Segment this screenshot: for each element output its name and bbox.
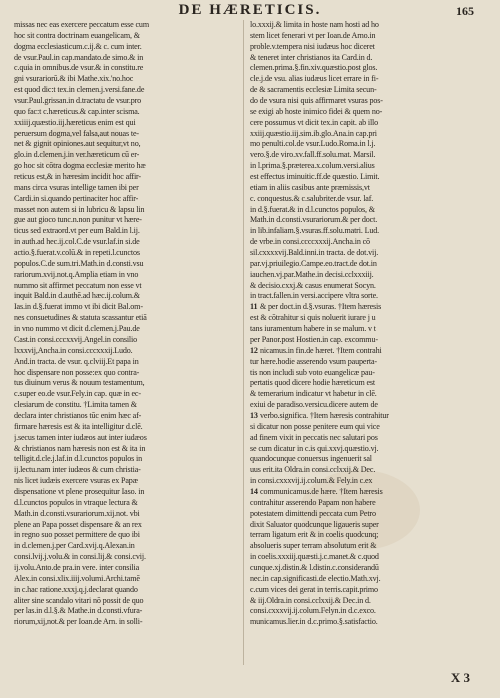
- running-head: [0, 2, 500, 20]
- text-line: in c.hac ratione.xxxj.q.j.declarat quando: [14, 584, 138, 594]
- left-column: [14, 20, 243, 628]
- text-line: tur hære.hodie asserendo vsum pauperta-: [250, 356, 377, 366]
- text-line: de & sacramentis ecclesiæ Limita secun-: [250, 85, 377, 95]
- text-line: xxiiij.quæstio.iij.hæreticus enim est qui: [14, 117, 136, 127]
- text-line: de vsur.Paul.in cap.mandato.de simo.& in: [14, 52, 144, 62]
- text-line: iauchen.vj.par.Mathe.in decisi.cclxxxiij.: [250, 269, 374, 279]
- text-line: in auth.ad hec.ij.col.C.de vsur.laf.in si.de: [14, 237, 140, 247]
- text-line: consi.lvij.j.volu.& in consi.lij.& consi.cvij.: [14, 552, 146, 562]
- noted-line: [250, 487, 486, 498]
- text-line: dispensatione vt plene prosequitur Iaso. in: [14, 486, 145, 496]
- text-line: mo penulti.col.de vsur.Ludo.Roma.in l.j.: [250, 139, 376, 149]
- text-line: tus diuinum verus & nouum testamentum,: [14, 378, 145, 388]
- text-line: gue aut gioco tunc.n.non punitur vt hære-: [14, 215, 142, 225]
- text-line: est quod dic:t tex.in clemen.j.versi.fane.de: [14, 85, 145, 95]
- text-line: missas nec eas exercere peccatum esse cum: [14, 20, 149, 29]
- text-line: in tract.fallen.in versi.accipere vltra sorte.: [250, 291, 378, 301]
- text-line: ij.volu.Anto.de pra.in vere. inter consilia: [14, 562, 140, 572]
- text-line: Cast.in consi.cccxxvij.Angel.in consilio: [14, 334, 138, 344]
- text-line: municamus.lier.in d.c.primo.§.satisfactio.: [250, 617, 378, 627]
- text-line: Math.in d.consti.vsurariorum.& per doct.: [250, 215, 378, 225]
- text-line: cunque.xj.distin.& l.distin.c.considerandū: [250, 562, 379, 572]
- text-line: potestatem dimittendi peccata cum Petro: [250, 508, 376, 518]
- text-line: populos.C.de sum.tri.Math.in d.consti.vsu: [14, 258, 144, 268]
- text-line: & iij.Oldra.in consi.cclxxij.& Dec.in d.: [250, 595, 371, 605]
- text-line: riorum,xij,not.& per Ioan.de Arn. in solli-: [14, 617, 143, 627]
- text-line: verbo.significa. †Item hæresis contrahitur: [260, 410, 389, 420]
- text-line: telligit.d.cle.j.laf.in d.l.cunctos populos in: [14, 454, 142, 464]
- text-line: tans iuramentum habere in se malum. v t: [250, 324, 376, 334]
- text-line: in lib.infaliam.§.vsuras.ff.solu.matri. Lud.: [250, 226, 380, 236]
- text-line: se cum dicatur in c.is qui.xxvj.quæstio.vj.: [250, 443, 379, 453]
- text-line: in d.clemen.j.per Card.xvij.q.Alexan.in: [14, 541, 135, 551]
- text-line: go hoc sit cōtra dogma ecclesiæ merito hæ: [14, 161, 146, 171]
- text-line: stem licet fenerari vt per Ioan.de Arno.in: [250, 30, 376, 40]
- text-line: de vrbe.in consi.ccccxxxij.Ancha.in cō: [250, 237, 370, 247]
- text-line: And.in tracta. de vsur. q.clviij.Et papa in: [14, 356, 139, 366]
- text-line: est & cōtrahitur si quis noluerit iurare j u: [250, 313, 376, 323]
- margin-note-number: 13: [250, 410, 258, 420]
- text-line: in consi.cxxxvij.ij.colum.& Fely.in c.ex: [250, 476, 373, 486]
- text-line: c. conquestus.& c.salubriter.de vsur. laf.: [250, 193, 374, 203]
- text-line: si dicatur non posse penitere eum qui vice: [250, 421, 380, 431]
- text-line: ij.lectu.nam inter iudæos & cum christia-: [14, 465, 141, 475]
- text-line: lo.xxxij.& limita in hoste nam hosti ad ho: [250, 20, 379, 29]
- text-line: in regno suo posset permittere de quo ibi: [14, 530, 140, 540]
- catchword-signature: X 3: [450, 670, 470, 685]
- noted-line: [250, 346, 486, 357]
- text-line: etiam in aliis casibus ante præmissis,vt: [250, 182, 370, 192]
- noted-line: [250, 411, 486, 422]
- text-line: & per doct.in d.§.vsuras. †Item hæresis: [260, 302, 382, 312]
- text-line: ticus sed extraord.vt per eum Bald.in l.ij.: [14, 226, 140, 236]
- text-line: consi.cxxxvij.ij.colum.Felyn.in d.c.exco.: [250, 606, 376, 616]
- text-line: vsur.Paul.grissan.in d.tractatu de vsur.pro: [14, 96, 142, 106]
- text-line: net & gignit opiniones.aut sequitur,vt no,: [14, 139, 141, 149]
- text-line: nicamus.in fin.de hæret. †Item contrahi: [260, 345, 382, 355]
- text-line: ad finem vixit in peccatis nec salutari pos: [250, 432, 378, 442]
- text-line: rariorum.xvij.not.q.Amplia etiam in vno: [14, 269, 139, 279]
- noted-line: [250, 302, 486, 313]
- right-column: [250, 20, 486, 628]
- running-title: DE HÆRETICIS.: [178, 2, 322, 18]
- text-line: tis non includi sub voto euangelicæ pau-: [250, 367, 375, 377]
- text-line: masset non autem si in lubricu & lapsu lin: [14, 204, 145, 214]
- text-line: contrahitur asserendo Papam non habere: [250, 497, 376, 507]
- text-line: uus erit.ita Oldra.in consi.cclxxij.& Dec.: [250, 465, 376, 475]
- text-line: quo fac:t c.hæreticus.& cap.inter scisma.: [14, 106, 140, 116]
- text-line: est effectus iminuitic.ff.de quæstio. Limit.: [250, 172, 380, 182]
- column-gutter: [243, 20, 244, 665]
- text-line: terram ligatum erit & in coelis quodcunq;: [250, 530, 379, 540]
- text-line: hoc sit contra doctrinam euangelicam, &: [14, 30, 140, 40]
- text-line: Cardi.in si.quando pertinaciter hoc affir-: [14, 193, 139, 203]
- text-line: firmare hæresis est & ita intelligitur d.clē.: [14, 421, 143, 431]
- text-line: & christianos nam hæresis non est & ita in: [14, 443, 146, 453]
- text-line: reticus est,& in hæresim incidit hoc affir-: [14, 172, 141, 182]
- text-line: do de vsura nisi quis affirmaret vsuras pos-: [250, 96, 383, 106]
- text-line: nes consuetudines & statuta scassantur etiā: [14, 313, 147, 323]
- text-line: par.vj.priuilegio.Campe.eo.tract.de dot.in: [250, 258, 377, 268]
- text-line: pertatis quod dicere hodie hæreticum est: [250, 378, 376, 388]
- text-line: se exigi ab hoste inimico fidei & quem no-: [250, 106, 383, 116]
- text-line: in l.prima.§.præterea.x.colum.versi.alius: [250, 161, 375, 171]
- margin-note-number: 11: [250, 302, 258, 312]
- text-line: vero.§.de viro.xv.fall.ff.solu.mat. Marsil.: [250, 150, 376, 160]
- text-line: xxiij.quæstio.iij.sim.ib.glo.Ana.in cap.pri: [250, 128, 377, 138]
- text-line: aliter sine scandalo vitari nō possit de quo: [14, 595, 144, 605]
- text-line: in vno nummo vt dicit d.clemen.j.Pau.de: [14, 324, 140, 334]
- text-line: c.super eo.de vsur.Fely.in cap. quæ in ec-: [14, 389, 141, 399]
- text-line: per Panor.post Hostien.in cap. excommu-: [250, 334, 378, 344]
- text-line: peruersum dogma,vel falsa,aut nouas te-: [14, 128, 139, 138]
- text-line: in coelis.xxxiij.quæsti.j.c.manet.& c.quod: [250, 552, 379, 562]
- text-line: dogma ecclesiasticum.c.ij.& c. cum inter.: [14, 41, 142, 51]
- text-line: quandocunque conuersus ingenuerit sal: [250, 454, 372, 464]
- text-line: lxxxvij,Ancha.in consi.cccxxxij.Ludo.: [14, 345, 133, 355]
- text-line: clemen.prima.§.fin.xiv.quæstio.post glos.: [250, 63, 378, 73]
- text-line: communicamus.de hære. †Item hæresis: [260, 486, 383, 496]
- text-line: dixit Saluator quodcunque ligaueris super: [250, 519, 379, 529]
- text-line: sil.cxxxxvij.Bald.inni.in tracta. de dot.vij.: [250, 248, 379, 258]
- text-line: c.quia in omnibus.de vsur.& in constitu.re: [14, 63, 144, 73]
- text-line: actio.§.fuerat.v.colū.& in repeti.l.cunctos: [14, 248, 140, 258]
- text-line: per las.in d.l.§.& Mathe.in d.consti.vfura-: [14, 606, 143, 616]
- text-line: absolueris super terram absolutum erit &: [250, 541, 377, 551]
- text-line: glo.in d.clemen.j.in ver.hæreticum cū er-: [14, 150, 140, 160]
- text-line: inquit Bald.in d.authē.ad hæc.ij.colum.&: [14, 291, 140, 301]
- text-line: c.cum vices dei gerat in terris.capit.primo: [250, 584, 378, 594]
- text-line: declara inter christianos tūc enim hæc af-: [14, 410, 142, 420]
- text-line: nis licet iudæis exercere vsuras ex Papæ: [14, 476, 138, 486]
- margin-note-number: 12: [250, 345, 258, 355]
- text-line: & temerarium indicatur vt habetur in clē.: [250, 389, 377, 399]
- text-line: cere possumus vt dicit tex.in capit. ab illo: [250, 117, 379, 127]
- text-line: nummo sit affirmet peccatum non esse vt: [14, 280, 142, 290]
- text-line: plene an Papa posset dispensare & an rex: [14, 519, 142, 529]
- text-line: hoc dispensare non posse:ex quo contra-: [14, 367, 140, 377]
- text-line: mans circa vsuras intellige tamen ibi per: [14, 182, 139, 192]
- text-line: Math.in d.consti.vsurariorum.xij.not. vbi: [14, 508, 140, 518]
- text-line: cle.j.de vsu. alias iudæus licet errare in fi-: [250, 74, 379, 84]
- text-line: & decisio.cxxj.& casus enumerat Socyn.: [250, 280, 376, 290]
- text-line: in d.§.fuerat.& in d.l.cunctos populos, &: [250, 204, 375, 214]
- text-line: exiui de paradiso.versicu.dicere autem de: [250, 400, 378, 410]
- page-number: 165: [456, 4, 474, 18]
- text-line: gni vsurariorū.& ibi Mathe.xix.'no.hoc: [14, 74, 134, 84]
- text-line: Alex.in consi.xlix.iiij.volumi.Archi.tamē: [14, 573, 140, 583]
- text-line: clesiarum de constitu. †Limita tamen &: [14, 400, 137, 410]
- text-line: d.l.cunctos populos in vtraque lectura &: [14, 497, 138, 507]
- text-line: & teneret inter christianos ita Card.in d.: [250, 52, 373, 62]
- text-line: proble.v.tempera nisi iudæus hoc diceret: [250, 41, 375, 51]
- text-line: Ias.in d.§.fuerat immo vt ibi dicit Bal.om-: [14, 302, 143, 312]
- text-line: j.secus tamen inter iudæos aut inter iudæos: [14, 432, 147, 442]
- margin-note-number: 14: [250, 486, 258, 496]
- text-line: nec.in cap.significasti.de electio.Math.xvj.: [250, 573, 381, 583]
